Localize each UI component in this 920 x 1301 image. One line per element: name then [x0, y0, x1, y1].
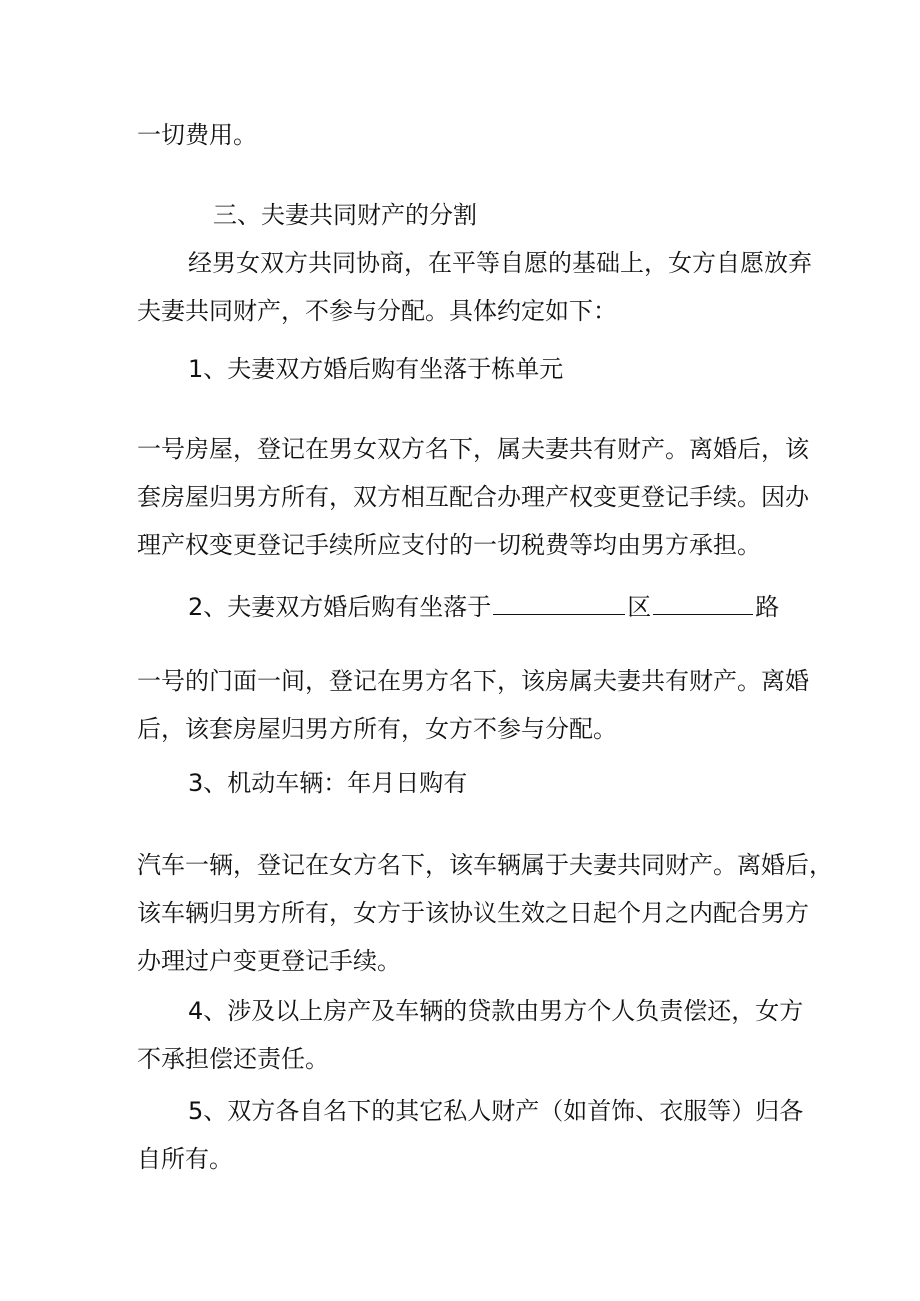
list-item-5: 5、双方各自名下的其它私人财产（如首饰、衣服等）归各 — [188, 1097, 804, 1125]
paragraph-line: 套房屋归男方所有，双方相互配合办理产权变更登记手续。因办 — [137, 483, 809, 511]
list-item-3: 3、机动车辆：年月日购有 — [188, 769, 468, 797]
list-item-1: 1、夫妻双方婚后购有坐落于栋单元 — [188, 355, 564, 383]
paragraph-line: 理产权变更登记手续所应支付的一切税费等均由男方承担。 — [137, 531, 761, 559]
blank-district-field — [493, 590, 625, 615]
list-item-4: 4、涉及以上房产及车辆的贷款由男方个人负责偿还，女方 — [188, 997, 804, 1025]
section-heading: 三、夫妻共同财产的分割 — [213, 201, 477, 229]
paragraph-line: 一号房屋，登记在男女双方名下，属夫妻共有财产。离婚后，该 — [137, 435, 809, 463]
paragraph-line: 夫妻共同财产，不参与分配。具体约定如下： — [137, 297, 617, 325]
paragraph-line: 后，该套房屋归男方所有，女方不参与分配。 — [137, 715, 617, 743]
paragraph-line: 不承担偿还责任。 — [137, 1045, 329, 1073]
paragraph-line: 一号的门面一间，登记在男方名下，该房属夫妻共有财产。离婚 — [137, 667, 809, 695]
paragraph-line: 一切费用。 — [137, 121, 257, 149]
paragraph-line: 经男女双方共同协商，在平等自愿的基础上，女方自愿放弃 — [188, 249, 812, 277]
list-item-2-text: 2、夫妻双方婚后购有坐落于 — [188, 593, 492, 621]
paragraph-line: 自所有。 — [137, 1145, 233, 1173]
paragraph-line: 办理过户变更登记手续。 — [137, 947, 401, 975]
road-label: 路 — [755, 593, 780, 621]
district-label: 区 — [627, 593, 652, 621]
paragraph-line: 汽车一辆，登记在女方名下，该车辆属于夫妻共同财产。离婚后， — [137, 851, 833, 879]
list-item-2 — [188, 590, 779, 622]
blank-road-field — [653, 590, 753, 615]
paragraph-line: 该车辆归男方所有，女方于该协议生效之日起个月之内配合男方 — [137, 899, 809, 927]
